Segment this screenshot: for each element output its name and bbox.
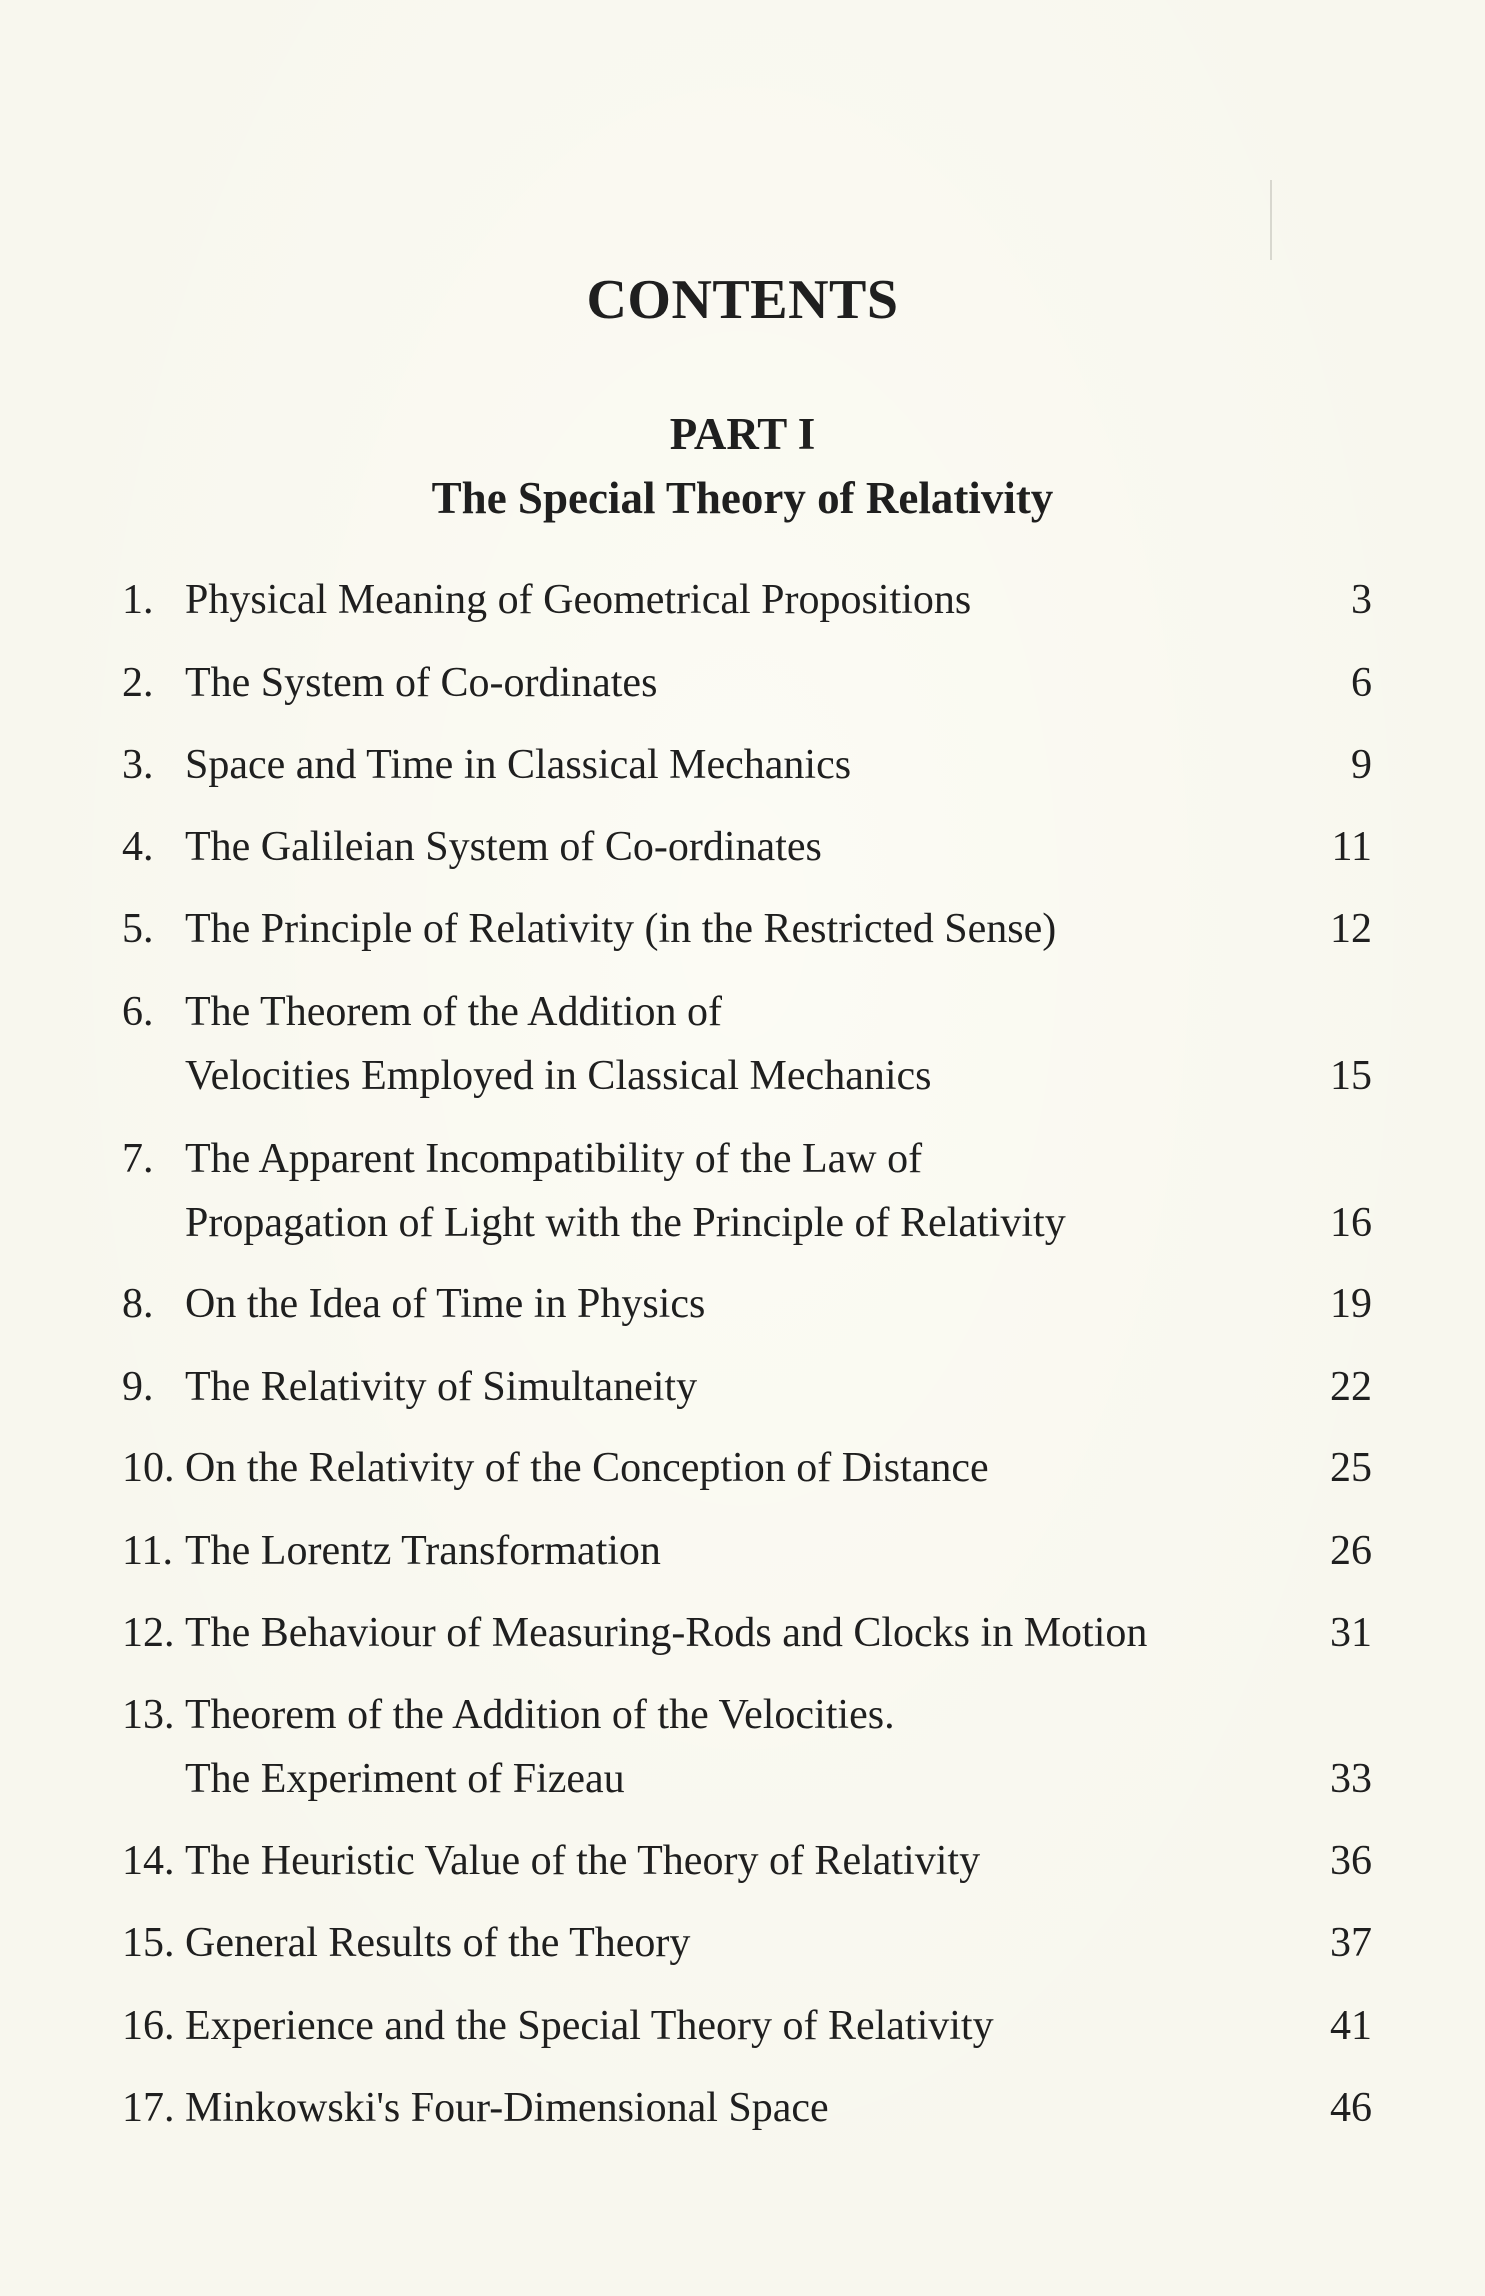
entry-page-number: 9: [1351, 742, 1372, 788]
entry-number: 16.: [122, 2003, 175, 2049]
toc-entry-2: [122, 651, 1372, 715]
part-subtitle: The Special Theory of Relativity: [431, 473, 1054, 523]
entry-title: The Galileian System of Co-ordinates: [185, 824, 822, 870]
toc-entry-5: [122, 897, 1372, 961]
entry-title: The Principle of Relativity (in the Restricted Sense): [185, 906, 1057, 952]
toc-entry-4: [122, 815, 1372, 879]
entry-title: Space and Time in Classical Mechanics: [185, 742, 852, 788]
toc-entry-14: [122, 1829, 1372, 1893]
entry-page-number: 12: [1330, 906, 1372, 952]
entry-title: The Relativity of Simultaneity: [185, 1364, 698, 1410]
entry-title: The Theorem of the Addition of: [185, 989, 722, 1035]
entry-page-number: 16: [1330, 1200, 1372, 1246]
entry-number: 4.: [122, 824, 154, 870]
entry-number: 8.: [122, 1281, 154, 1327]
toc-entry-7: [122, 1127, 1372, 1255]
entry-number: 17.: [122, 2085, 175, 2131]
page-title: CONTENTS: [586, 269, 899, 331]
entry-number: 15.: [122, 1920, 175, 1966]
entry-page-number: 19: [1330, 1281, 1372, 1327]
entry-page-number: 37: [1330, 1920, 1372, 1966]
entry-page-number: 11: [1331, 824, 1372, 870]
entry-page-number: 6: [1351, 660, 1372, 706]
entry-page-number: 46: [1330, 2085, 1372, 2131]
entry-number: 11.: [122, 1528, 173, 1574]
entry-title: Theorem of the Addition of the Velocities.: [185, 1692, 895, 1738]
toc-entry-9: [122, 1355, 1372, 1419]
entry-title: Experience and the Special Theory of Relativity: [185, 2003, 994, 2049]
entry-title: Physical Meaning of Geometrical Propositions: [185, 577, 972, 623]
toc-entry-6: [122, 980, 1372, 1108]
entry-page-number: 22: [1330, 1364, 1372, 1410]
toc-entry-13: [122, 1683, 1372, 1811]
toc-entry-17: [122, 2076, 1372, 2140]
entry-page-number: 33: [1330, 1756, 1372, 1802]
entry-title: On the Relativity of the Conception of Distance: [185, 1445, 989, 1491]
entry-number: 13.: [122, 1692, 175, 1738]
entry-title: On the Idea of Time in Physics: [185, 1281, 706, 1327]
toc-entry-15: [122, 1911, 1372, 1975]
entry-title-continued: The Experiment of Fizeau: [185, 1756, 625, 1802]
entry-page-number: 26: [1330, 1528, 1372, 1574]
entry-title: General Results of the Theory: [185, 1920, 691, 1966]
entry-page-number: 15: [1330, 1053, 1372, 1099]
entry-title: Minkowski's Four-Dimensional Space: [185, 2085, 829, 2131]
part-label: PART I: [669, 409, 816, 459]
entry-page-number: 3: [1351, 577, 1372, 623]
entry-title-continued: Propagation of Light with the Principle of Relativity: [185, 1200, 1066, 1246]
entry-number: 1.: [122, 577, 154, 623]
toc-entry-3: [122, 733, 1372, 797]
entry-title: The Lorentz Transformation: [185, 1528, 661, 1574]
toc-entry-16: [122, 1994, 1372, 2058]
toc-entry-12: [122, 1601, 1372, 1665]
entry-title: The Apparent Incompatibility of the Law of: [185, 1136, 923, 1182]
entry-number: 14.: [122, 1838, 175, 1884]
toc-entry-8: [122, 1272, 1372, 1336]
entry-number: 10.: [122, 1445, 175, 1491]
scan-artifact: [1270, 180, 1272, 260]
entry-number: 2.: [122, 660, 154, 706]
toc-entry-1: [122, 568, 1372, 632]
entry-number: 5.: [122, 906, 154, 952]
entry-title-continued: Velocities Employed in Classical Mechanics: [185, 1053, 932, 1099]
toc-entry-11: [122, 1519, 1372, 1583]
entry-page-number: 41: [1330, 2003, 1372, 2049]
entry-number: 6.: [122, 989, 154, 1035]
entry-title: The Behaviour of Measuring-Rods and Clocks in Motion: [185, 1610, 1148, 1656]
entry-title: The Heuristic Value of the Theory of Relativity: [185, 1838, 981, 1884]
entry-page-number: 31: [1330, 1610, 1372, 1656]
entry-page-number: 36: [1330, 1838, 1372, 1884]
entry-number: 9.: [122, 1364, 154, 1410]
entry-number: 7.: [122, 1136, 154, 1182]
toc-entry-10: [122, 1436, 1372, 1500]
entry-number: 12.: [122, 1610, 175, 1656]
entry-page-number: 25: [1330, 1445, 1372, 1491]
entry-number: 3.: [122, 742, 154, 788]
entry-title: The System of Co-ordinates: [185, 660, 658, 706]
